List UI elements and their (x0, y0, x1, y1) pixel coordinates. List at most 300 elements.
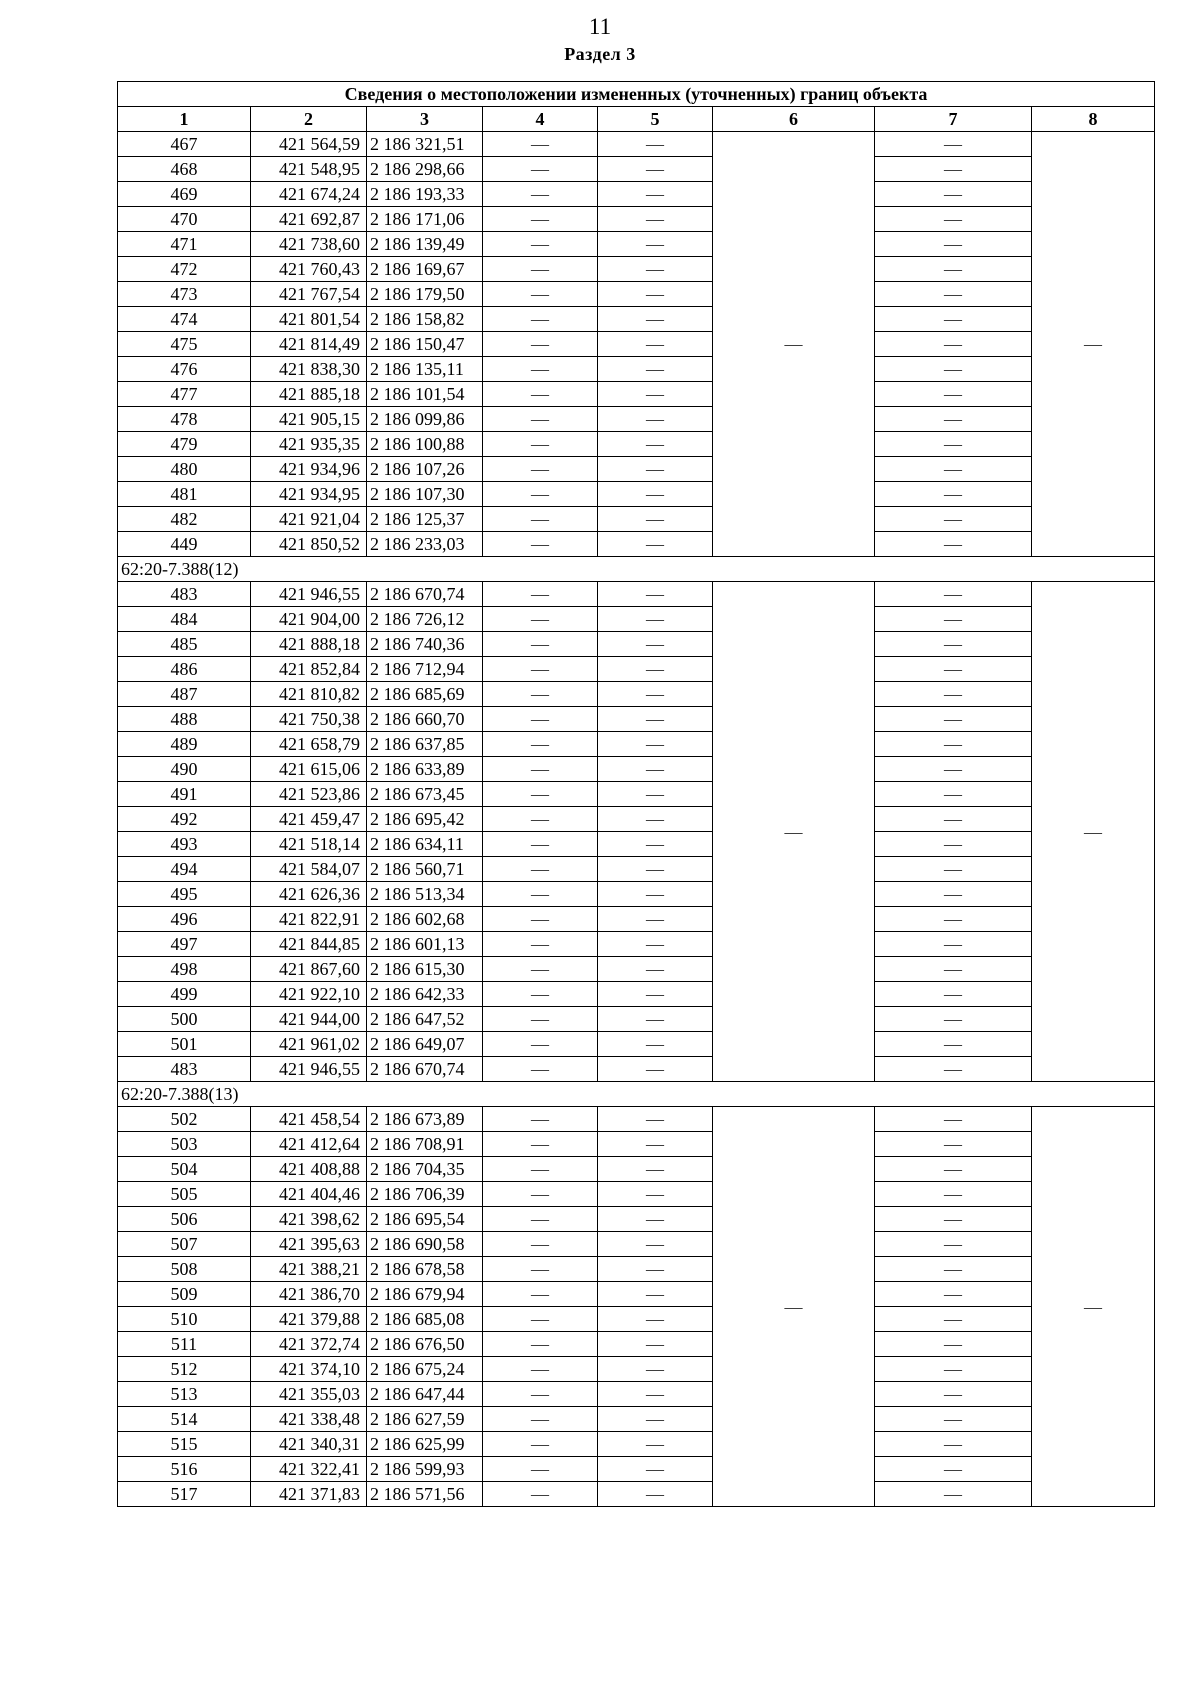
col7-cell: — (875, 332, 1032, 357)
point-number-cell: 508 (118, 1257, 251, 1282)
point-number-cell: 481 (118, 482, 251, 507)
col7-cell: — (875, 307, 1032, 332)
col5-cell: — (598, 1107, 713, 1132)
point-number-cell: 490 (118, 757, 251, 782)
col4-cell: — (483, 582, 598, 607)
table-row (118, 357, 1155, 382)
coordinate-x-cell: 421 922,10 (251, 982, 367, 1007)
coordinate-x-cell: 421 946,55 (251, 1057, 367, 1082)
col7-cell: — (875, 757, 1032, 782)
coordinate-x-cell: 421 850,52 (251, 532, 367, 557)
point-number-cell: 475 (118, 332, 251, 357)
col4-cell: — (483, 607, 598, 632)
coordinate-x-cell: 421 615,06 (251, 757, 367, 782)
col6-merged-cell: — (713, 1107, 875, 1507)
col4-cell: — (483, 1382, 598, 1407)
col7-cell: — (875, 157, 1032, 182)
column-header-row (118, 107, 1155, 132)
coordinate-y-cell: 2 186 676,50 (367, 1332, 483, 1357)
col5-cell: — (598, 982, 713, 1007)
col7-cell: — (875, 507, 1032, 532)
col5-cell: — (598, 157, 713, 182)
col4-cell: — (483, 632, 598, 657)
col4-cell: — (483, 732, 598, 757)
coordinate-y-cell: 2 186 704,35 (367, 1157, 483, 1182)
col5-cell: — (598, 207, 713, 232)
table-row (118, 1357, 1155, 1382)
col4-cell: — (483, 457, 598, 482)
point-number-cell: 470 (118, 207, 251, 232)
col5-cell: — (598, 307, 713, 332)
col7-cell: — (875, 482, 1032, 507)
coordinate-x-cell: 421 322,41 (251, 1457, 367, 1482)
table-row (118, 782, 1155, 807)
col5-cell: — (598, 482, 713, 507)
col4-cell: — (483, 1132, 598, 1157)
col5-cell: — (598, 332, 713, 357)
coordinate-x-cell: 421 867,60 (251, 957, 367, 982)
coordinate-y-cell: 2 186 675,24 (367, 1357, 483, 1382)
group-label: 62:20-7.388(13) (118, 1082, 1155, 1107)
col5-cell: — (598, 932, 713, 957)
col5-cell: — (598, 1182, 713, 1207)
col4-cell: — (483, 232, 598, 257)
col4-cell: — (483, 1482, 598, 1507)
coordinate-y-cell: 2 186 599,93 (367, 1457, 483, 1482)
col5-cell: — (598, 707, 713, 732)
point-number-cell: 489 (118, 732, 251, 757)
column-header-4: 4 (483, 107, 598, 132)
col7-cell: — (875, 1032, 1032, 1057)
col8-merged-cell: — (1032, 1107, 1155, 1507)
col7-cell: — (875, 207, 1032, 232)
point-number-cell: 474 (118, 307, 251, 332)
col7-cell: — (875, 1257, 1032, 1282)
coordinate-y-cell: 2 186 695,42 (367, 807, 483, 832)
table-row (118, 1432, 1155, 1457)
table-row (118, 457, 1155, 482)
coordinate-x-cell: 421 386,70 (251, 1282, 367, 1307)
coordinate-y-cell: 2 186 647,52 (367, 1007, 483, 1032)
table-row (118, 1482, 1155, 1507)
col7-cell: — (875, 1132, 1032, 1157)
point-number-cell: 471 (118, 232, 251, 257)
coordinate-y-cell: 2 186 625,99 (367, 1432, 483, 1457)
col5-cell: — (598, 1207, 713, 1232)
coordinate-x-cell: 421 934,95 (251, 482, 367, 507)
col4-cell: — (483, 207, 598, 232)
col4-cell: — (483, 1407, 598, 1432)
coordinate-x-cell: 421 822,91 (251, 907, 367, 932)
table-row (118, 532, 1155, 557)
column-header-6: 6 (713, 107, 875, 132)
coordinate-y-cell: 2 186 135,11 (367, 357, 483, 382)
col5-cell: — (598, 1157, 713, 1182)
coordinate-x-cell: 421 935,35 (251, 432, 367, 457)
column-header-5: 5 (598, 107, 713, 132)
table-row (118, 1157, 1155, 1182)
group-label: 62:20-7.388(12) (118, 557, 1155, 582)
table-row (118, 432, 1155, 457)
coordinate-x-cell: 421 523,86 (251, 782, 367, 807)
col5-cell: — (598, 1057, 713, 1082)
coordinate-y-cell: 2 186 685,69 (367, 682, 483, 707)
col5-cell: — (598, 1307, 713, 1332)
coordinate-y-cell: 2 186 169,67 (367, 257, 483, 282)
col4-cell: — (483, 1457, 598, 1482)
col4-cell: — (483, 1257, 598, 1282)
col7-cell: — (875, 607, 1032, 632)
col5-cell: — (598, 807, 713, 832)
table-row (118, 707, 1155, 732)
point-number-cell: 510 (118, 1307, 251, 1332)
table-row (118, 1382, 1155, 1407)
coordinate-x-cell: 421 852,84 (251, 657, 367, 682)
col7-cell: — (875, 1432, 1032, 1457)
point-number-cell: 484 (118, 607, 251, 632)
col5-cell: — (598, 232, 713, 257)
coordinate-x-cell: 421 564,59 (251, 132, 367, 157)
col7-cell: — (875, 382, 1032, 407)
table-row (118, 907, 1155, 932)
coordinate-x-cell: 421 658,79 (251, 732, 367, 757)
table-row (118, 582, 1155, 607)
col7-cell: — (875, 132, 1032, 157)
table-row (118, 182, 1155, 207)
col7-cell: — (875, 882, 1032, 907)
point-number-cell: 488 (118, 707, 251, 732)
col5-cell: — (598, 1257, 713, 1282)
coordinate-x-cell: 421 944,00 (251, 1007, 367, 1032)
col4-cell: — (483, 332, 598, 357)
col5-cell: — (598, 907, 713, 932)
col7-cell: — (875, 1107, 1032, 1132)
table-row (118, 157, 1155, 182)
coordinate-x-cell: 421 395,63 (251, 1232, 367, 1257)
col5-cell: — (598, 582, 713, 607)
coordinate-y-cell: 2 186 233,03 (367, 532, 483, 557)
col5-cell: — (598, 607, 713, 632)
col5-cell: — (598, 1232, 713, 1257)
coordinate-x-cell: 421 885,18 (251, 382, 367, 407)
coordinate-y-cell: 2 186 627,59 (367, 1407, 483, 1432)
point-number-cell: 449 (118, 532, 251, 557)
coordinate-y-cell: 2 186 678,58 (367, 1257, 483, 1282)
coordinate-y-cell: 2 186 660,70 (367, 707, 483, 732)
point-number-cell: 472 (118, 257, 251, 282)
col4-cell: — (483, 782, 598, 807)
col4-cell: — (483, 1007, 598, 1032)
table-row (118, 407, 1155, 432)
section-title: Раздел 3 (564, 44, 636, 64)
col7-cell: — (875, 657, 1032, 682)
point-number-cell: 509 (118, 1282, 251, 1307)
coordinate-x-cell: 421 801,54 (251, 307, 367, 332)
col4-cell: — (483, 1232, 598, 1257)
table-row (118, 1332, 1155, 1357)
point-number-cell: 504 (118, 1157, 251, 1182)
col7-cell: — (875, 932, 1032, 957)
col7-cell: — (875, 1407, 1032, 1432)
coordinate-y-cell: 2 186 601,13 (367, 932, 483, 957)
col4-cell: — (483, 182, 598, 207)
col8-merged-cell: — (1032, 582, 1155, 1082)
coordinate-y-cell: 2 186 107,26 (367, 457, 483, 482)
col7-cell: — (875, 1007, 1032, 1032)
col6-merged-cell: — (713, 132, 875, 557)
coordinate-y-cell: 2 186 634,11 (367, 832, 483, 857)
col7-cell: — (875, 532, 1032, 557)
point-number-cell: 499 (118, 982, 251, 1007)
col4-cell: — (483, 657, 598, 682)
table-row (118, 1107, 1155, 1132)
point-number-cell: 487 (118, 682, 251, 707)
col5-cell: — (598, 282, 713, 307)
coordinate-y-cell: 2 186 560,71 (367, 857, 483, 882)
point-number-cell: 485 (118, 632, 251, 657)
coordinate-x-cell: 421 921,04 (251, 507, 367, 532)
table-row (118, 832, 1155, 857)
col4-cell: — (483, 982, 598, 1007)
coordinate-y-cell: 2 186 099,86 (367, 407, 483, 432)
point-number-cell: 503 (118, 1132, 251, 1157)
point-number-cell: 493 (118, 832, 251, 857)
point-number-cell: 505 (118, 1182, 251, 1207)
coordinate-y-cell: 2 186 150,47 (367, 332, 483, 357)
col7-cell: — (875, 457, 1032, 482)
coordinate-y-cell: 2 186 647,44 (367, 1382, 483, 1407)
coordinate-x-cell: 421 934,96 (251, 457, 367, 482)
col4-cell: — (483, 132, 598, 157)
boundary-coordinates-table (117, 81, 1155, 1507)
point-number-cell: 495 (118, 882, 251, 907)
coordinate-x-cell: 421 404,46 (251, 1182, 367, 1207)
table-row (118, 807, 1155, 832)
col5-cell: — (598, 1407, 713, 1432)
coordinate-y-cell: 2 186 740,36 (367, 632, 483, 657)
point-number-cell: 468 (118, 157, 251, 182)
column-header-2: 2 (251, 107, 367, 132)
col4-cell: — (483, 932, 598, 957)
col5-cell: — (598, 1007, 713, 1032)
col7-cell: — (875, 982, 1032, 1007)
col5-cell: — (598, 257, 713, 282)
coordinate-x-cell: 421 888,18 (251, 632, 367, 657)
col5-cell: — (598, 532, 713, 557)
point-number-cell: 482 (118, 507, 251, 532)
point-number-cell: 494 (118, 857, 251, 882)
col7-cell: — (875, 1482, 1032, 1507)
col4-cell: — (483, 807, 598, 832)
col7-cell: — (875, 232, 1032, 257)
col7-cell: — (875, 632, 1032, 657)
col7-cell: — (875, 1057, 1032, 1082)
coordinate-x-cell: 421 810,82 (251, 682, 367, 707)
coordinate-y-cell: 2 186 706,39 (367, 1182, 483, 1207)
column-header-1: 1 (118, 107, 251, 132)
col7-cell: — (875, 707, 1032, 732)
col4-cell: — (483, 1182, 598, 1207)
coordinate-x-cell: 421 584,07 (251, 857, 367, 882)
point-number-cell: 476 (118, 357, 251, 382)
table-row (118, 282, 1155, 307)
col5-cell: — (598, 732, 713, 757)
col4-cell: — (483, 1282, 598, 1307)
table-row (118, 232, 1155, 257)
coordinate-y-cell: 2 186 107,30 (367, 482, 483, 507)
col7-cell: — (875, 732, 1032, 757)
col4-cell: — (483, 1157, 598, 1182)
col7-cell: — (875, 1457, 1032, 1482)
point-number-cell: 507 (118, 1232, 251, 1257)
col7-cell: — (875, 407, 1032, 432)
col5-cell: — (598, 1357, 713, 1382)
coordinate-y-cell: 2 186 158,82 (367, 307, 483, 332)
table-row (118, 332, 1155, 357)
point-number-cell: 492 (118, 807, 251, 832)
coordinate-y-cell: 2 186 679,94 (367, 1282, 483, 1307)
col7-cell: — (875, 1382, 1032, 1407)
coordinate-y-cell: 2 186 690,58 (367, 1232, 483, 1257)
coordinate-x-cell: 421 458,54 (251, 1107, 367, 1132)
col5-cell: — (598, 757, 713, 782)
table-row (118, 1057, 1155, 1082)
coordinate-y-cell: 2 186 171,06 (367, 207, 483, 232)
coordinate-y-cell: 2 186 685,08 (367, 1307, 483, 1332)
coordinate-y-cell: 2 186 298,66 (367, 157, 483, 182)
col5-cell: — (598, 782, 713, 807)
table-row (118, 1282, 1155, 1307)
col4-cell: — (483, 957, 598, 982)
coordinate-y-cell: 2 186 513,34 (367, 882, 483, 907)
coordinate-y-cell: 2 186 670,74 (367, 1057, 483, 1082)
coordinate-x-cell: 421 408,88 (251, 1157, 367, 1182)
col7-cell: — (875, 582, 1032, 607)
coordinate-y-cell: 2 186 321,51 (367, 132, 483, 157)
coordinate-y-cell: 2 186 633,89 (367, 757, 483, 782)
point-number-cell: 480 (118, 457, 251, 482)
table-row (118, 982, 1155, 1007)
table-row (118, 507, 1155, 532)
table-row (118, 1207, 1155, 1232)
col7-cell: — (875, 1232, 1032, 1257)
col7-cell: — (875, 832, 1032, 857)
point-number-cell: 469 (118, 182, 251, 207)
coordinate-x-cell: 421 379,88 (251, 1307, 367, 1332)
col7-cell: — (875, 432, 1032, 457)
coordinate-x-cell: 421 626,36 (251, 882, 367, 907)
point-number-cell: 478 (118, 407, 251, 432)
coordinate-x-cell: 421 961,02 (251, 1032, 367, 1057)
col5-cell: — (598, 957, 713, 982)
col7-cell: — (875, 357, 1032, 382)
point-number-cell: 477 (118, 382, 251, 407)
table-row (118, 1132, 1155, 1157)
table-row (118, 1007, 1155, 1032)
table-row (118, 1257, 1155, 1282)
col5-cell: — (598, 882, 713, 907)
col4-cell: — (483, 532, 598, 557)
table-row (118, 657, 1155, 682)
col5-cell: — (598, 1132, 713, 1157)
page-number: 11 (588, 14, 612, 39)
coordinate-x-cell: 421 412,64 (251, 1132, 367, 1157)
coordinate-x-cell: 421 372,74 (251, 1332, 367, 1357)
table-row (118, 882, 1155, 907)
coordinate-y-cell: 2 186 708,91 (367, 1132, 483, 1157)
col7-cell: — (875, 857, 1032, 882)
table-row (118, 957, 1155, 982)
point-number-cell: 506 (118, 1207, 251, 1232)
coordinate-x-cell: 421 738,60 (251, 232, 367, 257)
col5-cell: — (598, 682, 713, 707)
col4-cell: — (483, 1307, 598, 1332)
coordinate-y-cell: 2 186 571,56 (367, 1482, 483, 1507)
col7-cell: — (875, 1182, 1032, 1207)
coordinate-x-cell: 421 905,15 (251, 407, 367, 432)
col4-cell: — (483, 1057, 598, 1082)
coordinate-y-cell: 2 186 670,74 (367, 582, 483, 607)
col4-cell: — (483, 257, 598, 282)
point-number-cell: 491 (118, 782, 251, 807)
col4-cell: — (483, 707, 598, 732)
col5-cell: — (598, 507, 713, 532)
col7-cell: — (875, 1332, 1032, 1357)
point-number-cell: 514 (118, 1407, 251, 1432)
col7-cell: — (875, 1157, 1032, 1182)
coordinate-x-cell: 421 355,03 (251, 1382, 367, 1407)
coordinate-y-cell: 2 186 642,33 (367, 982, 483, 1007)
coordinate-x-cell: 421 844,85 (251, 932, 367, 957)
coordinate-x-cell: 421 760,43 (251, 257, 367, 282)
table-row (118, 1307, 1155, 1332)
coordinate-y-cell: 2 186 695,54 (367, 1207, 483, 1232)
col4-cell: — (483, 1332, 598, 1357)
table-row (118, 857, 1155, 882)
coordinate-x-cell: 421 398,62 (251, 1207, 367, 1232)
col4-cell: — (483, 307, 598, 332)
table-row (118, 732, 1155, 757)
point-number-cell: 501 (118, 1032, 251, 1057)
table-row (118, 1407, 1155, 1432)
point-number-cell: 497 (118, 932, 251, 957)
point-number-cell: 486 (118, 657, 251, 682)
col5-cell: — (598, 1332, 713, 1357)
col5-cell: — (598, 1457, 713, 1482)
col4-cell: — (483, 907, 598, 932)
coordinate-x-cell: 421 374,10 (251, 1357, 367, 1382)
group-label-row (118, 557, 1155, 582)
table-row (118, 132, 1155, 157)
point-number-cell: 512 (118, 1357, 251, 1382)
column-header-3: 3 (367, 107, 483, 132)
group-label-row (118, 1082, 1155, 1107)
coordinate-x-cell: 421 518,14 (251, 832, 367, 857)
col7-cell: — (875, 682, 1032, 707)
table-title-row (118, 82, 1155, 107)
col7-cell: — (875, 957, 1032, 982)
point-number-cell: 473 (118, 282, 251, 307)
coordinate-y-cell: 2 186 193,33 (367, 182, 483, 207)
coordinate-x-cell: 421 904,00 (251, 607, 367, 632)
coordinate-x-cell: 421 946,55 (251, 582, 367, 607)
col5-cell: — (598, 1482, 713, 1507)
point-number-cell: 515 (118, 1432, 251, 1457)
col5-cell: — (598, 382, 713, 407)
point-number-cell: 511 (118, 1332, 251, 1357)
coordinate-x-cell: 421 338,48 (251, 1407, 367, 1432)
table-row (118, 257, 1155, 282)
